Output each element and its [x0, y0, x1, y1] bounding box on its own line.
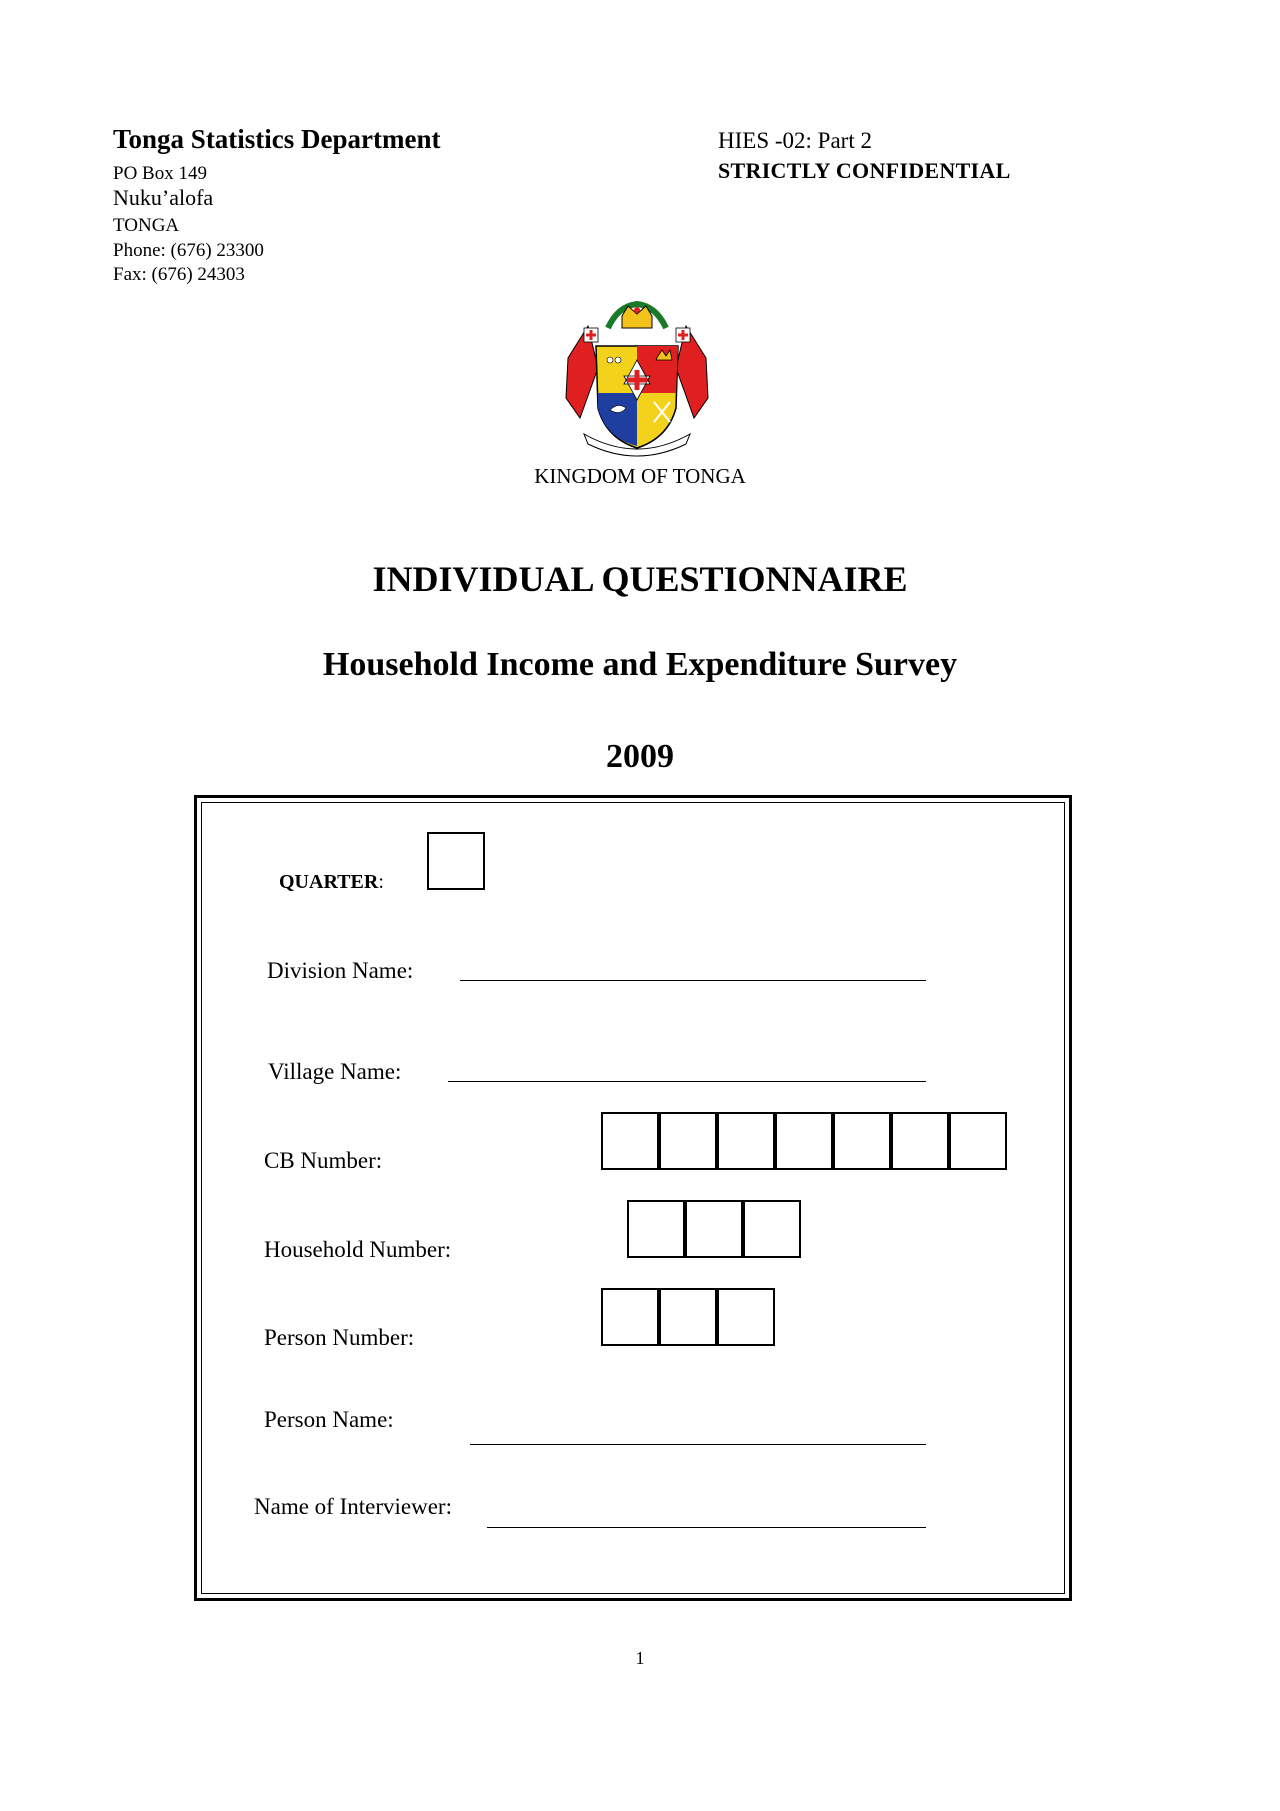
address-city: Nuku’alofa [113, 185, 214, 210]
cb-digit-box[interactable] [833, 1112, 891, 1170]
cb-digit-box[interactable] [659, 1112, 717, 1170]
household-digit-box[interactable] [685, 1200, 743, 1258]
person-number-label: Person Number: [264, 1325, 415, 1350]
form-identifier: HIES -02: Part 2 [718, 128, 872, 153]
tonga-coat-of-arms-icon [558, 298, 716, 460]
person-digit-box[interactable] [717, 1288, 775, 1346]
quarter-input-box[interactable] [427, 832, 485, 890]
organization-name: Tonga Statistics Department [113, 124, 441, 154]
division-name-label: Division Name: [267, 958, 414, 983]
form-frame [194, 795, 1072, 1601]
person-digit-box[interactable] [601, 1288, 659, 1346]
cb-digit-box[interactable] [601, 1112, 659, 1170]
cb-digit-box[interactable] [775, 1112, 833, 1170]
confidentiality-notice: STRICTLY CONFIDENTIAL [718, 158, 1011, 183]
interviewer-name-label: Name of Interviewer: [254, 1494, 452, 1519]
village-name-label: Village Name: [268, 1059, 402, 1084]
cb-number-label: CB Number: [264, 1148, 383, 1173]
questionnaire-title: INDIVIDUAL QUESTIONNAIRE [372, 559, 908, 599]
emblem-caption: KINGDOM OF TONGA [534, 464, 746, 488]
survey-year: 2009 [606, 738, 674, 775]
person-name-label: Person Name: [264, 1407, 394, 1432]
household-digit-box[interactable] [627, 1200, 685, 1258]
address-phone: Phone: (676) 23300 [113, 240, 264, 261]
village-name-field[interactable] [448, 1081, 926, 1082]
division-name-field[interactable] [460, 980, 926, 981]
address-po-box: PO Box 149 [113, 163, 207, 184]
cb-digit-box[interactable] [891, 1112, 949, 1170]
quarter-label: QUARTER: [279, 871, 384, 893]
address-fax: Fax: (676) 24303 [113, 264, 245, 285]
page-number: 1 [635, 1648, 645, 1668]
person-digit-box[interactable] [659, 1288, 717, 1346]
household-number-label: Household Number: [264, 1237, 452, 1262]
cb-digit-box[interactable] [717, 1112, 775, 1170]
address-country: TONGA [113, 215, 180, 236]
cb-digit-box[interactable] [949, 1112, 1007, 1170]
survey-title: Household Income and Expenditure Survey [322, 646, 958, 683]
interviewer-name-field[interactable] [487, 1527, 926, 1528]
household-digit-box[interactable] [743, 1200, 801, 1258]
person-name-field[interactable] [470, 1444, 926, 1445]
